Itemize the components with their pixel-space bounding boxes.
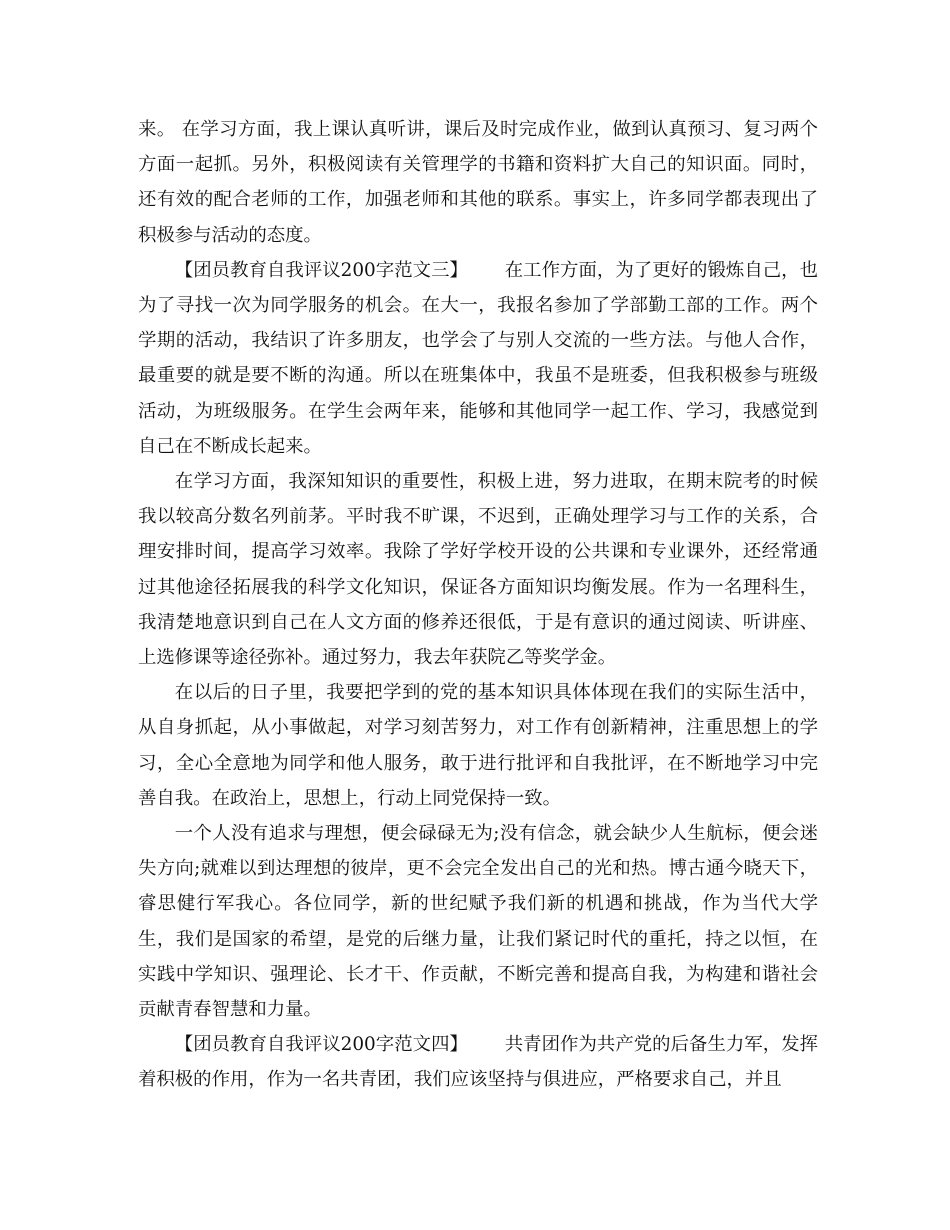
document-page — [138, 112, 818, 1098]
paragraph-future — [138, 675, 818, 816]
paragraph-text: 在学习方面，我深知知识的重要性，积极上进，努力进取，在期末院考的时候我以较高分数名列前茅。平时我不旷课，不迟到，正确处理学习与工作的关系，合理安排时间，提高学习效率。我除了学好学校开设的公共课和专业课外，还经常通过其他途径拓展我的科学文化知识，保证各方面知识均衡发展。作为一名理科生，我清楚地意识到自己在人文方面的修养还很低，于是有意识的通过阅读、听讲座、上选修课等途径弥补。通过努力，我去年获院乙等奖学金。 — [138, 471, 818, 669]
heading-gap — [468, 1034, 505, 1055]
paragraph-text: 在以后的日子里，我要把学到的党的基本知识具体体现在我们的实际生活中，从自身抓起，从小事做起，对学习刻苦努力，对工作有创新精神，注重思想上的学习，全心全意地为同学和他人服务，敢于进行批评和自我批评，在不断地学习中完善自我。在政治上，思想上，行动上同党保持一致。 — [138, 682, 818, 809]
paragraph-continuation — [138, 112, 818, 253]
section-heading-sample-three: 【团员教育自我评议200字范文三】 — [174, 259, 468, 281]
paragraph-study — [138, 464, 818, 675]
paragraph-sample-four — [138, 1027, 818, 1097]
paragraph-text: 一个人没有追求与理想，便会碌碌无为;没有信念，就会缺少人生航标，便会迷失方向;就难以到达理想的彼岸，更不会完全发出自己的光和热。博古通今晓天下，睿思健行军我心。各位同学，新的世纪赋予我们新的机遇和挑战，作为当代大学生，我们是国家的希望，是党的后继力量，让我们紧记时代的重托，持之以恒，在实践中学知识、强理论、长才干、作贡献，不断完善和提高自我，为构建和谐社会贡献青春智慧和力量。 — [138, 823, 818, 1021]
paragraph-text: 共青团作为共产党的后备生力军，发挥着积极的作用，作为一名共青团，我们应该坚持与俱进应，严格要求自己，并且 — [138, 1034, 818, 1091]
paragraph-text: 来。 在学习方面，我上课认真听讲，课后及时完成作业，做到认真预习、复习两个方面一起抓。另外，积极阅读有关管理学的书籍和资料扩大自己的知识面。同时，还有效的配合老师的工作，加强老师和其他的联系。事实上，许多同学都表现出了积极参与活动的态度。 — [138, 119, 818, 246]
paragraph-ideals — [138, 816, 818, 1027]
heading-gap — [468, 260, 505, 281]
section-heading-sample-four: 【团员教育自我评议200字范文四】 — [174, 1034, 468, 1056]
paragraph-sample-three — [138, 253, 818, 464]
paragraph-text: 在工作方面，为了更好的锻炼自己，也为了寻找一次为同学服务的机会。在大一，我报名参加了学部勤工部的工作。两个学期的活动，我结识了许多朋友，也学会了与别人交流的一些方法。与他人合作，最重要的就是要不断的沟通。所以在班集体中，我虽不是班委，但我积极参与班级活动，为班级服务。在学生会两年来，能够和其他同学一起工作、学习，我感觉到自己在不断成长起来。 — [138, 259, 818, 457]
